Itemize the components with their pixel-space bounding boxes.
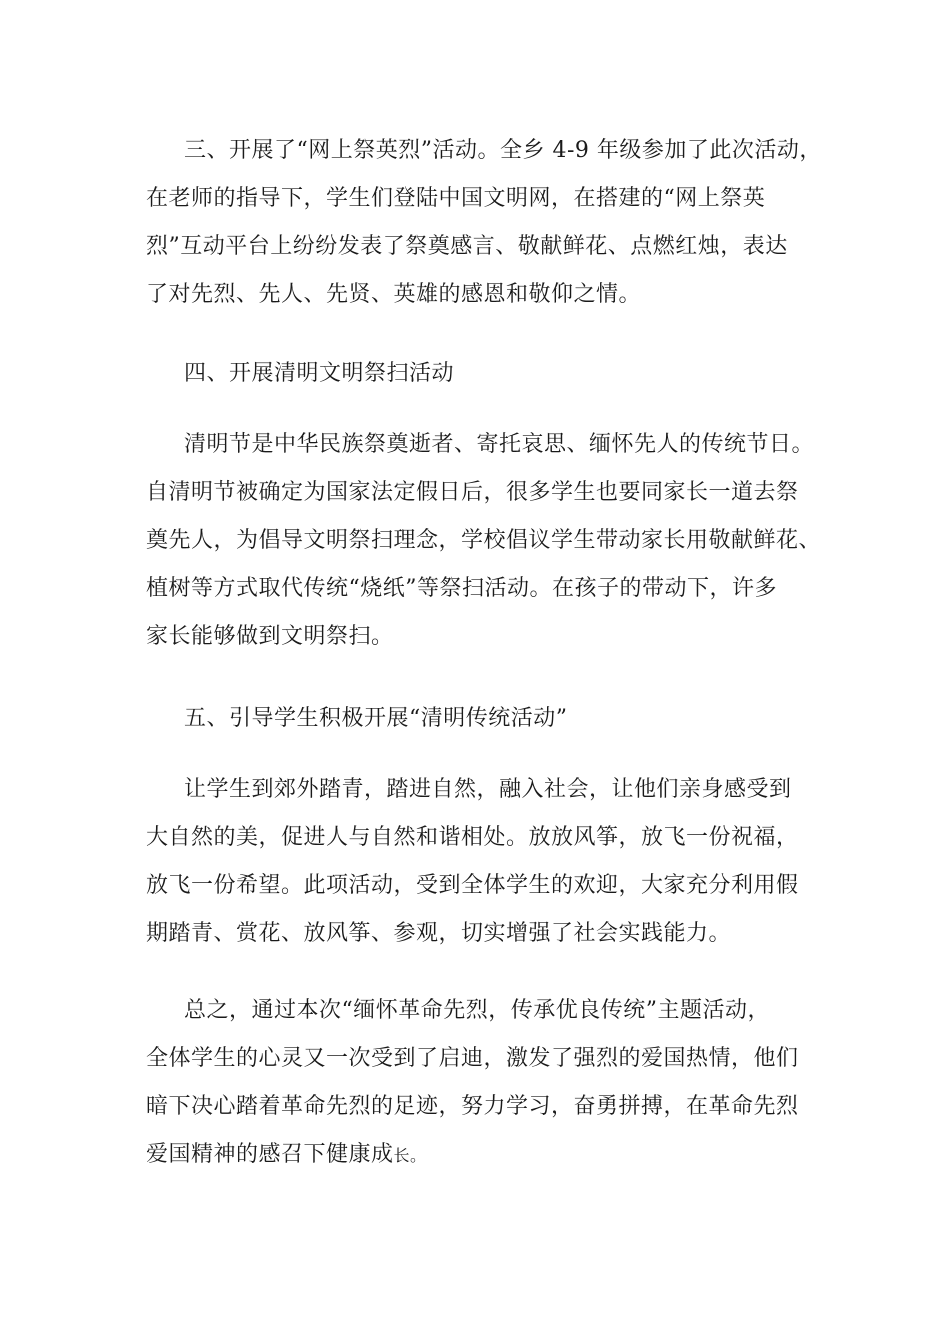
section-heading: 五、引导学生积极开展“清明传统活动” — [184, 706, 568, 731]
text-line: 暗下决心踏着革命先烈的足迹，努力学习，奋勇拼搏，在革命先烈 — [146, 1094, 799, 1119]
text-line: 烈”互动平台上纷纷发表了祭奠感言、敬献鲜花、点燃红烛，表达 — [146, 234, 788, 259]
text-line: 三、开展了“网上祭英烈”活动。全乡 4-9 年级参加了此次活动， — [184, 138, 822, 163]
text-line: 植树等方式取代传统“烧纸”等祭扫活动。在孩子的带动下，许多 — [146, 576, 777, 601]
paragraph-section-three — [146, 127, 836, 319]
text-line: 清明节是中华民族祭奠逝者、寄托哀思、缅怀先人的传统节日。 — [184, 432, 815, 457]
text-line: 奠先人，为倡导文明祭扫理念，学校倡议学生带动家长用敬献鲜花、 — [146, 528, 822, 553]
text-line: 总之，通过本次“缅怀革命先烈，传承优良传统”主题活动， — [184, 998, 770, 1023]
text-line: 了对先烈、先人、先贤、英雄的感恩和敬仰之情。 — [146, 282, 642, 307]
text-line-main: 爱国精神的感召下健康成 — [146, 1142, 394, 1167]
section-heading: 四、开展清明文明祭扫活动 — [184, 361, 455, 386]
heading-section-five — [146, 695, 836, 743]
text-line: 让学生到郊外踏青，踏进自然，融入社会，让他们亲身感受到 — [184, 777, 792, 802]
heading-section-four — [146, 350, 836, 398]
text-line: 自清明节被确定为国家法定假日后，很多学生也要同家长一道去祭 — [146, 480, 799, 505]
text-line: 全体学生的心灵又一次受到了启迪，激发了强烈的爱国热情，他们 — [146, 1046, 799, 1071]
paragraph-conclusion — [146, 987, 836, 1179]
text-line-final — [146, 1131, 836, 1179]
paragraph-section-five — [146, 766, 836, 958]
text-line: 期踏青、赏花、放风筝、参观，切实增强了社会实践能力。 — [146, 921, 732, 946]
text-line-tail: 长。 — [393, 1146, 427, 1165]
text-line: 放飞一份希望。此项活动，受到全体学生的欢迎，大家充分利用假 — [146, 873, 799, 898]
text-line: 在老师的指导下，学生们登陆中国文明网，在搭建的“网上祭英 — [146, 186, 766, 211]
text-line: 大自然的美，促进人与自然和谐相处。放放风筝，放飞一份祝福， — [146, 825, 799, 850]
text-line: 家长能够做到文明祭扫。 — [146, 624, 394, 649]
paragraph-section-four — [146, 421, 836, 661]
